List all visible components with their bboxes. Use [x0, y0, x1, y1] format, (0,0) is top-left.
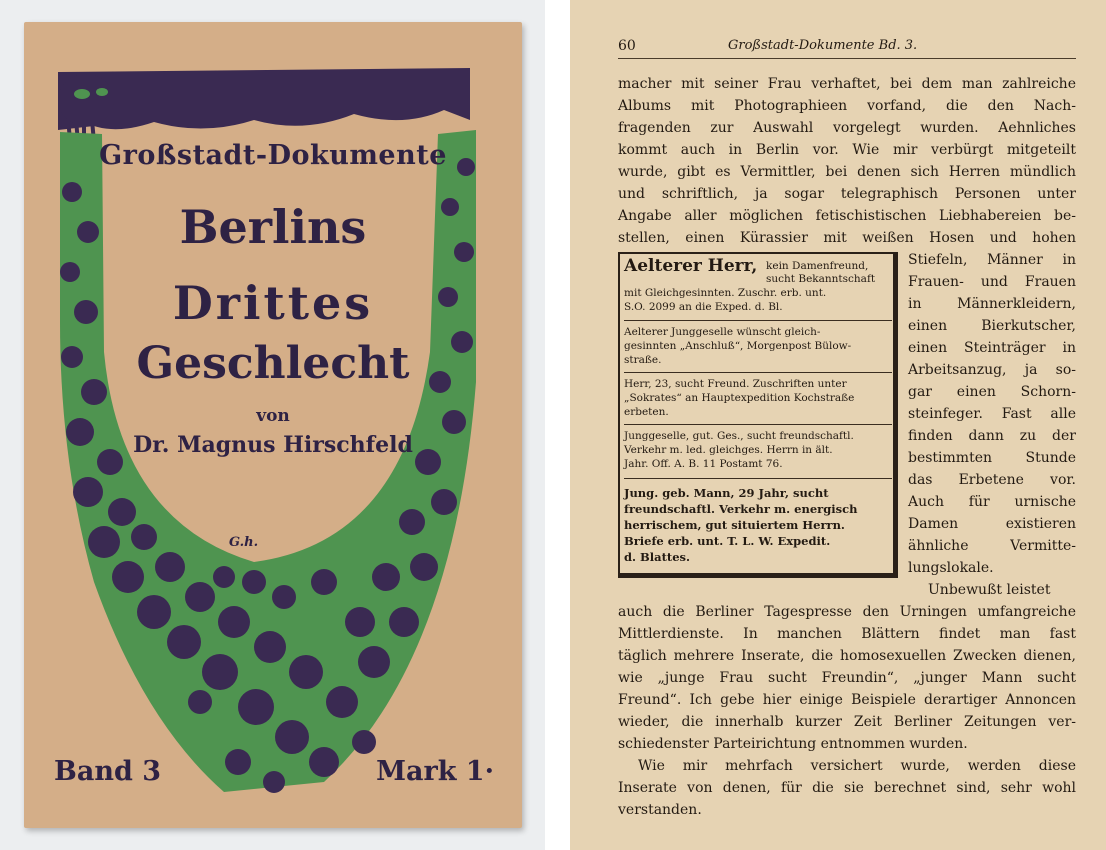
- ad-5-line: freundschaftl. Verkehr m. energisch: [624, 502, 858, 516]
- ad-3-line: erbeten.: [624, 406, 669, 418]
- text-line: Mittlerdienste. In manchen Blättern findet man fast: [618, 626, 1076, 642]
- text-line: Arbeitsanzug, ja so-: [908, 362, 1076, 378]
- text-line: stellen, einen Kürassier mit weißen Hosen und hohen: [618, 230, 1076, 246]
- by-label: von: [256, 406, 290, 426]
- ad-5-line: herrischem, gut situiertem Herrn.: [624, 518, 845, 532]
- text-line: Inserate von denen, für die sie berechnet sind, sehr wohl: [618, 780, 1076, 796]
- page-content: [618, 0, 1076, 850]
- text-line: Albums mit Photographieen vorfand, die den Nach-: [618, 98, 1076, 114]
- text-line: und schriftlich, ja sogar telegraphisch Personen unter: [618, 186, 1076, 202]
- text-line: Frauen- und Frauen: [908, 274, 1076, 290]
- text-line: wurde, gibt es Vermittler, bei denen sich Herren mündlich: [618, 164, 1076, 180]
- ad-4-line: Junggeselle, gut. Ges., sucht freundschaftl.: [624, 430, 854, 442]
- ad-divider: [624, 478, 892, 479]
- text-line: Angabe aller möglichen fetischistischen Liebhabereien be-: [618, 208, 1076, 224]
- series-title: Großstadt-Dokumente: [99, 140, 447, 171]
- ad-1-line: S.O. 2099 an die Exped. d. Bl.: [624, 301, 783, 313]
- ad-divider: [624, 424, 892, 425]
- book-title-line-1: Berlins: [179, 200, 367, 254]
- text-line: macher mit seiner Frau verhaftet, bei dem man zahlreiche: [618, 76, 1076, 92]
- text-line: Freund“. Ich gebe hier einige Beispiele derartiger Annoncen: [618, 692, 1076, 708]
- page-number: 60: [618, 38, 636, 54]
- text-line: fragenden zur Auswahl vorgelegt wurden. Aehnliches: [618, 120, 1076, 136]
- text-line: wie „junge Frau sucht Freundin“, „junger Mann sucht: [618, 670, 1076, 686]
- text-line: wieder, die innerhalb kurzer Zeit Berliner Zeitungen ver-: [618, 714, 1076, 730]
- text-line: Auch für urnische: [908, 494, 1076, 510]
- text-line: Wie mir mehrfach versichert wurde, werden diese: [638, 758, 1076, 774]
- ad-3-line: „Sokrates“ an Hauptexpedition Kochstraße: [624, 392, 855, 404]
- text-line: kommt auch in Berlin vor. Wie mir verbürgt mitgeteilt: [618, 142, 1076, 158]
- ad-2-line: straße.: [624, 354, 662, 366]
- text-line: ähnliche Vermitte-: [908, 538, 1076, 554]
- text-line: gar einen Schorn-: [908, 384, 1076, 400]
- ad-4-line: Jahr. Off. A. B. 11 Postamt 76.: [624, 458, 783, 470]
- ad-4-line: Verkehr m. led. gleichges. Herrn in ält.: [624, 444, 833, 456]
- text-line: auch die Berliner Tagespresse den Urningen umfangreiche: [618, 604, 1076, 620]
- ad-1-side-line: kein Damenfreund,: [766, 260, 869, 272]
- ad-5-line: d. Blattes.: [624, 550, 691, 564]
- volume-label: Band 3: [54, 756, 162, 787]
- text-line: steinfeger. Fast alle: [908, 406, 1076, 422]
- ad-2-line: Aelterer Junggeselle wünscht gleich-: [624, 326, 821, 338]
- ad-1-line: mit Gleichgesinnten. Zuschr. erb. unt.: [624, 287, 827, 299]
- text-line: Stiefeln, Männer in: [908, 252, 1076, 268]
- ad-5-line: Jung. geb. Mann, 29 Jahr, sucht: [624, 486, 829, 500]
- book-title-line-2: Drittes: [172, 276, 374, 330]
- ad-divider: [624, 320, 892, 321]
- book-title-line-3: Geschlecht: [136, 338, 410, 389]
- advertisement-box: [618, 252, 898, 578]
- running-title: Großstadt-Dokumente Bd. 3.: [728, 38, 918, 53]
- author-name: Dr. Magnus Hirschfeld: [133, 432, 413, 458]
- text-line: bestimmten Stunde: [908, 450, 1076, 466]
- ad-1-heading: Aelterer Herr,: [624, 256, 758, 276]
- text-line: einen Bierkutscher,: [908, 318, 1076, 334]
- ad-1-side-line: sucht Bekanntschaft: [766, 273, 876, 285]
- text-line: einen Steinträger in: [908, 340, 1076, 356]
- text-line: lungslokale.: [908, 560, 994, 576]
- text-line: Unbewußt leistet: [928, 582, 1051, 598]
- ad-2-line: gesinnten „Anschluß“, Morgenpost Bülow-: [624, 340, 852, 352]
- text-line: Damen existieren: [908, 516, 1076, 532]
- artist-initials: G.h.: [229, 535, 259, 550]
- text-line: finden dann zu der: [908, 428, 1076, 444]
- header-rule: [618, 58, 1076, 59]
- ad-3-line: Herr, 23, sucht Freund. Zuschriften unter: [624, 378, 847, 390]
- text-line: verstanden.: [618, 802, 702, 818]
- text-line: täglich mehrere Inserate, die homosexuellen Zwecken dienen,: [618, 648, 1076, 664]
- ad-divider: [624, 372, 892, 373]
- text-line: schiedenster Parteirichtung entnommen wurden.: [618, 736, 968, 752]
- leopard-frieze: [58, 68, 470, 130]
- book-page: [570, 0, 1106, 850]
- ad-5-line: Briefe erb. unt. T. L. W. Expedit.: [624, 534, 831, 548]
- text-line: das Erbetene vor.: [908, 472, 1076, 488]
- book-cover: [24, 22, 522, 828]
- price-label: Mark 1·: [376, 756, 494, 787]
- text-line: in Männerkleidern,: [908, 296, 1076, 312]
